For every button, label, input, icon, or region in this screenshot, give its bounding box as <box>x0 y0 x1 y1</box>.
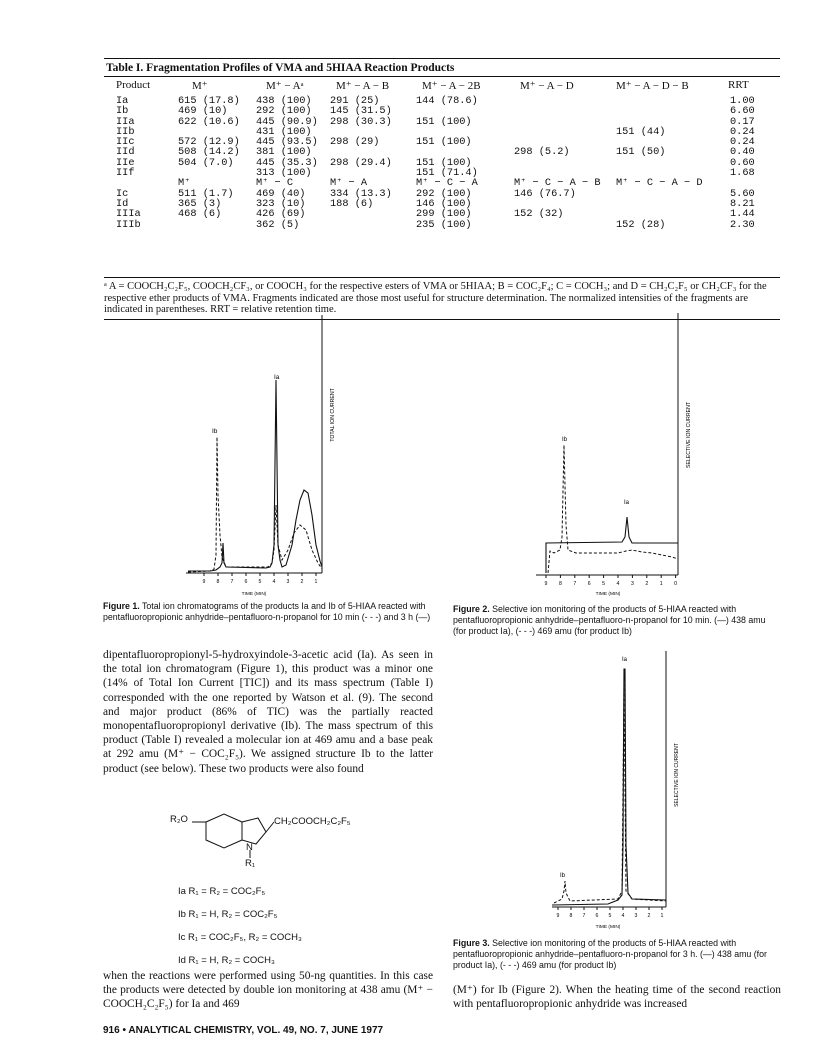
fig1-trace-10min <box>188 437 322 572</box>
table-cell: 469 (10) <box>178 105 228 118</box>
table-column-product <box>116 96 141 230</box>
fig3-trace-469 <box>554 685 666 903</box>
x-tick-label: 1 <box>314 579 318 585</box>
table-cell: 0.24 <box>730 125 755 138</box>
table-cell: 145 (31.5) <box>330 105 392 118</box>
table-cell: M⁺ − C − A − B <box>514 177 601 190</box>
side-chain-bond <box>266 822 274 832</box>
table-cell: M⁺ − C <box>256 177 294 190</box>
table-cell: 313 (100) <box>256 167 312 180</box>
table-cell: 151 (100) <box>416 156 472 169</box>
table-cell: 146 (100) <box>416 197 472 210</box>
table-cell: 299 (100) <box>416 208 472 221</box>
table-cell: 508 (14.2) <box>178 146 240 159</box>
table-cell: 235 (100) <box>416 218 472 231</box>
x-tick-label: 4 <box>272 579 276 585</box>
fig3-peak-label-ia: Ia <box>622 657 628 663</box>
table-cell <box>616 158 703 168</box>
table-1 <box>104 58 780 320</box>
x-tick-label: 6 <box>587 581 591 587</box>
table-cell: 151 (100) <box>416 115 472 128</box>
x-tick-label: 3 <box>630 581 634 587</box>
fig2-trace-438 <box>546 517 678 573</box>
table-cell: 8.21 <box>730 197 755 210</box>
table-cell: 146 (76.7) <box>514 187 576 200</box>
legend-ia: Ia R₁ = R₂ = COC₂F₅ <box>178 886 266 897</box>
table-cell: 298 (29.4) <box>330 156 392 169</box>
table-cell <box>514 127 601 137</box>
fig3-trace-438 <box>552 669 666 905</box>
table-cell: IIf <box>116 167 135 180</box>
col-header: Product <box>116 79 151 91</box>
table-cell: 1.00 <box>730 95 755 107</box>
x-tick-label: 4 <box>616 581 620 587</box>
table-cell <box>514 96 601 106</box>
x-tick-label: 8 <box>216 579 220 585</box>
fig3-x-label: TIME (MIN) <box>595 925 621 930</box>
fig3-peak-label-ib: Ib <box>560 873 566 879</box>
table-cell: 292 (100) <box>256 105 312 118</box>
figure-1-chart <box>186 305 346 605</box>
table-cell: 469 (40) <box>256 187 306 200</box>
figure-3-chart <box>548 645 708 935</box>
x-tick-label: 5 <box>602 581 606 587</box>
table-cell: 0.24 <box>730 136 755 149</box>
x-tick-label: 4 <box>621 913 625 919</box>
table-cell: 622 (10.6) <box>178 115 240 128</box>
table-cell: 362 (5) <box>256 218 300 231</box>
table-cell: 298 (29) <box>330 136 380 149</box>
table-cell: 511 (1.7) <box>178 187 234 200</box>
table-column-madb <box>616 96 703 230</box>
x-tick-label: 6 <box>595 913 599 919</box>
table-column-ma <box>256 96 318 230</box>
fig1-peak-label-ib: Ib <box>212 428 218 435</box>
table-cell: IIb <box>116 125 135 138</box>
legend-id: Id R₁ = H, R₂ = COCH₃ <box>178 955 275 966</box>
table-cell <box>616 199 703 209</box>
indole-structure <box>166 812 386 872</box>
col-header: M⁺ − A − D <box>520 80 574 92</box>
table-cell: 381 (100) <box>256 146 312 159</box>
table-cell: 151 (44) <box>616 125 666 138</box>
table-column-mad <box>514 96 601 230</box>
fig2-y-label: SELECTIVE ION CURRENT <box>686 401 692 469</box>
table-cell: 144 (78.6) <box>416 95 478 107</box>
x-tick-label: 2 <box>647 913 651 919</box>
col-header: M⁺ − A − 2B <box>422 80 481 92</box>
col-header: M⁺ − A − D − B <box>616 80 689 92</box>
fig1-x-label: TIME (MIN) <box>241 592 267 597</box>
benzene-ring <box>206 814 242 848</box>
table-cell <box>330 220 392 230</box>
table-cell: 152 (28) <box>616 218 666 231</box>
table-cell: 298 (5.2) <box>514 146 570 159</box>
fig2-peak-label-ib: Ib <box>562 437 568 443</box>
table-cell <box>514 220 601 230</box>
table-cell: Ic <box>116 187 129 200</box>
table-column-rrt <box>730 96 755 230</box>
x-tick-label: 9 <box>202 579 206 585</box>
figure-2-caption-text: Selective ion monitoring of the products of 5-HIAA reacted with pentafluoropropionic anhydride–pentafluoro-n-propanol for 10 min. (—) 438 amu (for product Ia), (- - -) 469 amu (for product Ib) <box>453 604 766 636</box>
table-cell: 445 (35.3) <box>256 156 318 169</box>
r1-label: R₁ <box>245 858 256 869</box>
r2o-label: R₂O <box>170 814 188 825</box>
x-tick-label: 9 <box>544 581 548 587</box>
side-chain-label: CH₂COOCH₂C₂F₅ <box>274 816 351 827</box>
fig1-x-ticks <box>203 573 318 585</box>
n-label: N <box>246 842 253 853</box>
table-cell: 431 (100) <box>256 125 312 138</box>
figure-3-caption-label: Figure 3. <box>453 938 490 948</box>
col-header: M⁺ − Aᵃ <box>266 80 304 92</box>
table-cell <box>178 220 240 230</box>
table-cell: Ib <box>116 105 129 118</box>
table-footnote: ᵃ A = COOCH₂C₂F₅, COOCH₂CF₃, or COOCH₃ for the respective esters of VMA or 5HIAA; B = COC₂F₄; C = COCH₃; and D = CH₂C₂F₅ or CH₂CF₃ for the respective ether products of VMA. Fragments indicated are those most useful for structure determination. The normalized intensities of the fragments are indicated in parentheses. RRT = relative retention time. <box>104 281 767 315</box>
table-cell: 426 (69) <box>256 208 306 221</box>
figure-2-chart <box>532 305 722 600</box>
table-cell: IIIa <box>116 208 141 221</box>
x-tick-label: 0 <box>674 581 678 587</box>
legend-ib: Ib R₁ = H, R₂ = COC₂F₅ <box>178 909 278 920</box>
table-cell: 445 (90.9) <box>256 115 318 128</box>
table-cell: 572 (12.9) <box>178 136 240 149</box>
table-cell <box>514 117 601 127</box>
x-tick-label: 5 <box>258 579 262 585</box>
table-column-ma2b <box>416 96 478 230</box>
fig2-x-ticks <box>545 575 678 587</box>
table-header-row <box>104 77 780 93</box>
table-column-mab <box>330 96 392 230</box>
table-cell: 188 (6) <box>330 197 374 210</box>
x-tick-label: 7 <box>582 913 586 919</box>
fig2-trace-469 <box>548 445 678 573</box>
table-cell: 365 (3) <box>178 197 222 210</box>
table-cell: 468 (6) <box>178 208 222 221</box>
figure-1-caption-label: Figure 1. <box>103 601 140 611</box>
legend-ic: Ic R₁ = COC₂F₅, R₂ = COCH₃ <box>178 932 302 943</box>
figure-1-caption-text: Total ion chromatograms of the products Ia and Ib of 5-HIAA reacted with pentafluoropropionic anhydride–pentafluoro-n-propanol for 10 min (- - -) and 3 h (—) <box>103 601 431 622</box>
figure-2-caption <box>453 604 781 637</box>
table-caption: Table I. Fragmentation Profiles of VMA and 5HIAA Reaction Products <box>106 62 455 74</box>
table-cell: IId <box>116 146 135 159</box>
pyrrole-ring <box>242 818 266 844</box>
x-tick-label: 7 <box>230 579 234 585</box>
table-cell: 1.68 <box>730 167 755 180</box>
x-tick-label: 1 <box>660 913 664 919</box>
figure-3-caption <box>453 938 781 971</box>
table-cell: 0.17 <box>730 115 755 128</box>
col-header: RRT <box>728 79 749 91</box>
table-cell: 5.60 <box>730 187 755 200</box>
x-tick-label: 3 <box>634 913 638 919</box>
table-column-m <box>178 96 240 230</box>
table-cell <box>616 106 703 116</box>
table-cell: IIc <box>116 136 135 149</box>
table-cell: 334 (13.3) <box>330 187 392 200</box>
figure-1-caption <box>103 601 433 623</box>
table-cell: 1.44 <box>730 208 755 221</box>
table-body <box>104 93 780 277</box>
col-header: M⁺ <box>192 80 208 92</box>
fig1-y-label: TOTAL ION CURRENT <box>330 388 336 442</box>
fig1-peak-label-ia: Ia <box>274 374 280 381</box>
table-cell <box>616 189 703 199</box>
figure-2-caption-label: Figure 2. <box>453 604 490 614</box>
x-tick-label: 2 <box>300 579 304 585</box>
x-tick-label: 7 <box>573 581 577 587</box>
x-tick-label: 6 <box>244 579 248 585</box>
table-cell: 152 (32) <box>514 208 564 221</box>
table-cell: 0.40 <box>730 146 755 159</box>
table-cell <box>616 96 703 106</box>
table-cell: 504 (7.0) <box>178 156 234 169</box>
fig3-x-ticks <box>557 907 664 919</box>
table-cell: IIIb <box>116 218 141 231</box>
table-cell: 438 (100) <box>256 95 312 107</box>
table-cell: 292 (100) <box>416 187 472 200</box>
x-tick-label: 8 <box>569 913 573 919</box>
table-cell: 0.60 <box>730 156 755 169</box>
body-paragraph-3: (M⁺) for Ib (Figure 2). When the heating time of the second reaction with pentafluoropropionic anhydride was increased <box>453 984 781 1011</box>
fig2-peak-label-ia: Ia <box>624 500 630 506</box>
figure-3-caption-text: Selective ion monitoring of the products of 5-HIAA reacted with pentafluoropropionic anhydride–pentafluoro-n-propanol for 3 h. (—) 438 amu (for product Ia), (- - -) 469 amu (for product Ib) <box>453 938 767 970</box>
body-paragraph-1: dipentafluoropropionyl-5-hydroxyindole-3-acetic acid (Ia). As seen in the total ion chromatogram (Figure 1), this product was a minor one (14% of Total Ion Current [TIC]) and its mass spectrum (Table I) corresponded with the one reported by Watson et al. (9). The second and major product (86% of TIC) was the partially reacted monopentafluoropropionyl derivative (Ib). The mass spectrum of this product (Table I) revealed a molecular ion at 469 amu and a base peak at 292 amu (M⁺ − COC₂F₅). We assigned structure Ib to the latter product (see below). These two products were also found <box>103 649 433 775</box>
col-header: M⁺ − A − B <box>336 80 390 92</box>
x-tick-label: 9 <box>556 913 560 919</box>
fig2-x-label: TIME (MIN) <box>595 592 621 597</box>
table-cell: M⁺ − C − A − D <box>616 177 703 190</box>
table-cell: M⁺ − A <box>330 177 368 190</box>
table-cell: 291 (25) <box>330 95 380 107</box>
table-cell: Id <box>116 197 129 210</box>
table-cell: 615 (17.8) <box>178 95 240 107</box>
x-tick-label: 1 <box>659 581 663 587</box>
table-cell: M⁺ − C − A <box>416 177 478 190</box>
table-cell: 151 (50) <box>616 146 666 159</box>
body-paragraph-2: when the reactions were performed using 50-ng quantities. In this case the products were detected by double ion monitoring at 438 amu (M⁺ − COOCH₂C₂F₅) for Ia and 469 <box>103 970 433 1011</box>
table-cell <box>514 106 601 116</box>
table-cell: IIa <box>116 115 135 128</box>
table-cell <box>330 209 392 219</box>
fig1-trace-3h <box>188 380 322 571</box>
table-cell: 2.30 <box>730 218 755 231</box>
table-cell: 445 (93.5) <box>256 136 318 149</box>
fig3-y-label: SELECTIVE ION CURRENT <box>674 743 680 807</box>
table-cell: Ia <box>116 95 129 107</box>
x-tick-label: 8 <box>558 581 562 587</box>
table-cell <box>514 158 601 168</box>
table-cell: M⁺ <box>178 177 191 190</box>
table-cell: 298 (30.3) <box>330 115 392 128</box>
table-cell: IIe <box>116 156 135 169</box>
x-tick-label: 2 <box>645 581 649 587</box>
x-tick-label: 3 <box>286 579 290 585</box>
structure-legend <box>178 880 302 972</box>
page-footer: 916 • ANALYTICAL CHEMISTRY, VOL. 49, NO. 7, JUNE 1977 <box>103 1025 384 1036</box>
x-tick-label: 5 <box>608 913 612 919</box>
table-cell: 151 (71.4) <box>416 167 478 180</box>
table-cell: 151 (100) <box>416 136 472 149</box>
table-cell: 6.60 <box>730 105 755 118</box>
table-cell: 323 (10) <box>256 197 306 210</box>
